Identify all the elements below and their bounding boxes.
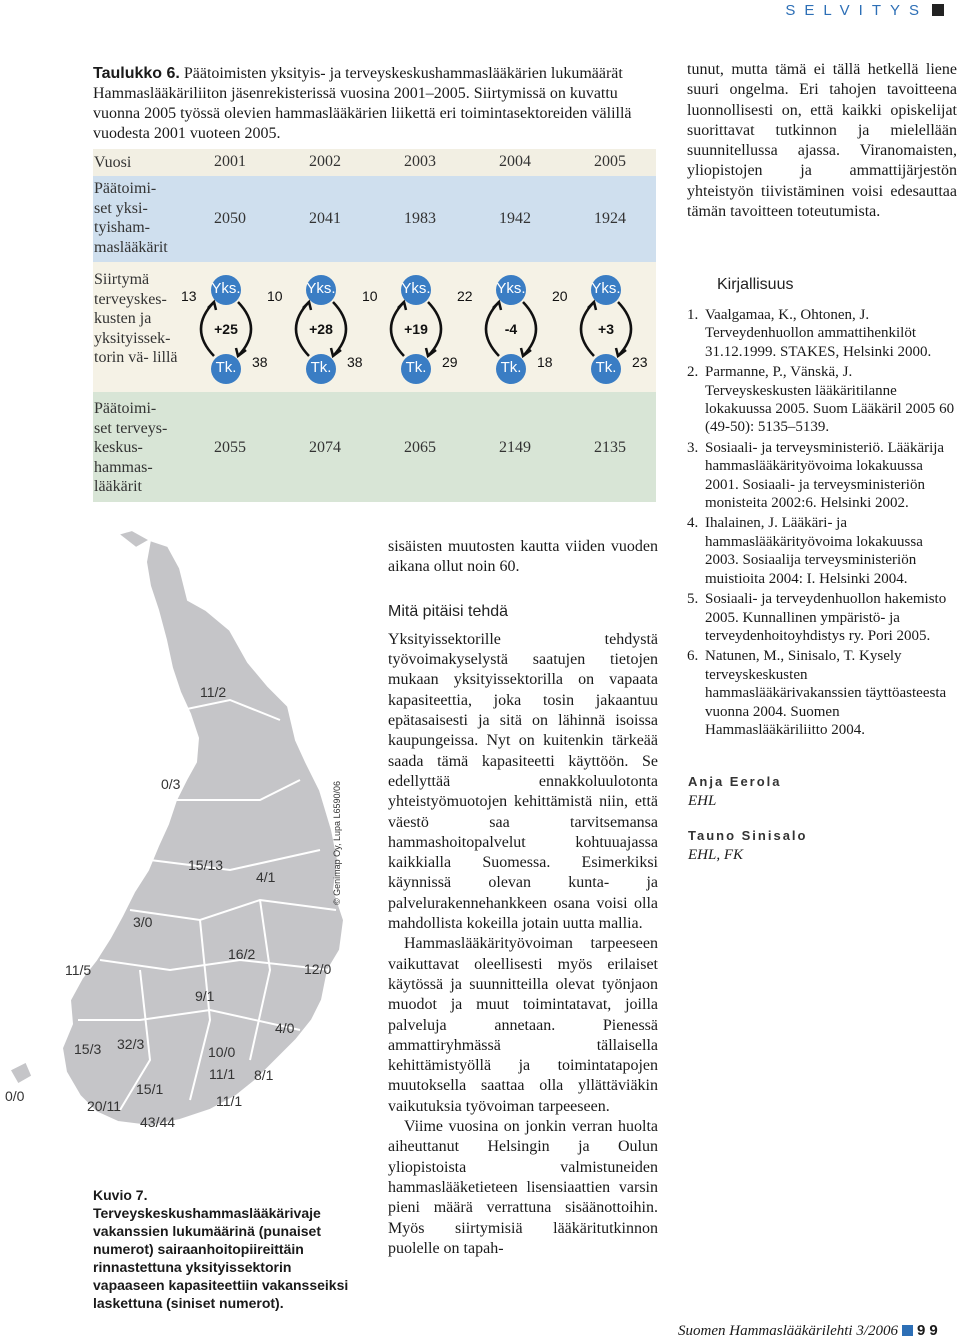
yks-label: Yks. <box>591 280 621 297</box>
table-cell: 2135 <box>594 439 626 456</box>
table-cell: 1942 <box>499 210 531 227</box>
map-label: 0/0 <box>5 1088 25 1104</box>
references-heading: Kirjallisuus <box>717 276 794 293</box>
figure-caption: Kuvio 7. Terveyskeskushammaslääkärivaje vakanssien lukumäärinä (punaiset numerot) sairaanhoitopiireittäin rinnastettuna yksityissektorin vapaaseen kapasiteettiin vakansseiksi laskettuna (siniset numerot). <box>93 1187 349 1311</box>
reference-number: 2. <box>687 364 699 381</box>
section-tag <box>785 2 944 19</box>
table-cell: 2065 <box>404 439 436 456</box>
table-caption-label: Taulukko 6. <box>93 65 180 82</box>
map-label: 0/3 <box>161 776 181 792</box>
square-icon <box>902 1325 913 1336</box>
reference-text: Parmanne, P., Vänskä, J. Terveyskeskusten lääkäritilanne lokakuussa 2005. Suom Lääkäril 2005 60 (49-50): 5135–5139. <box>705 364 955 436</box>
map-label: 11/5 <box>65 962 92 978</box>
tk-label: Tk. <box>310 359 332 376</box>
table-cell: 1983 <box>404 210 436 227</box>
transition-net: +28 <box>309 321 333 337</box>
map-land <box>62 540 344 1126</box>
map-image <box>0 500 370 1150</box>
transition-in: 10 <box>362 288 378 304</box>
transition-net: +25 <box>214 321 238 337</box>
map-label: 16/2 <box>228 946 256 962</box>
section-label: SELVITYS <box>785 2 928 19</box>
paragraph: sisäisten muutosten kautta viiden vuoden aikana ollut noin 60. <box>388 538 658 576</box>
map-label: 12/0 <box>304 961 332 977</box>
table-caption-text: Päätoimisten yksityis- ja terveyskeskushammaslääkärien lukumäärät Hammaslääkäriliiton jäsenrekisterissä vuosina 2001–2005. Siirtymissä on kuvattu vuonna 2005 työssä olevien hammaslääkärien liikettä eri toimintasektoreiden välillä vuodesta 2001 vuoteen 2005. <box>93 65 632 142</box>
transition-flow <box>362 264 478 392</box>
map-label: 11/2 <box>200 684 227 700</box>
references-list <box>687 306 959 741</box>
tk-label: Tk. <box>595 359 617 376</box>
yks-label: Yks. <box>306 280 336 297</box>
map-label: 20/11 <box>87 1098 121 1114</box>
map-label: 10/0 <box>208 1044 236 1060</box>
transition-flow <box>552 264 668 392</box>
reference-text: Vaalgamaa, K., Ohtonen, J. Terveydenhuollon ammattihenkilöt 31.12.1999. STAKES, Helsinki 2000. <box>705 307 932 360</box>
year-header: 2004 <box>499 153 531 170</box>
transition-out: 23 <box>632 354 648 370</box>
transition-in: 22 <box>457 288 473 304</box>
reference-text: Natunen, M., Sinisalo, T. Kysely terveyskeskusten hammaslääkärivakanssien täyttöasteesta vuonna 2004. Suomen Hammaslääkäriliitto 2004. <box>705 648 947 738</box>
map-label: 4/1 <box>256 869 276 885</box>
page-footer <box>678 1322 942 1340</box>
reference-number: 3. <box>687 439 699 456</box>
paragraph: tunut, mutta tämä ei tällä hetkellä liene suuri ongelma. Eri tahojen tavoitteena luonnollisesti on, että kaikki opiskelijat suorittavat tutkinnon ja mielellään suunnitellussa ajassa. Viranomaisten, yliopistojen ja ammattijärjestön yhteistyön tiivistäminen voisi edesauttaa tämän tavoitteen toteutumista. <box>687 61 957 221</box>
journal-name: Suomen Hammaslääkärilehti 3/2006 <box>678 1323 898 1339</box>
col-header-year: Vuosi <box>94 154 132 171</box>
reference-item <box>687 514 959 588</box>
tk-label: Tk. <box>405 359 427 376</box>
paragraph: Hammaslääkärityövoiman tarpeeseen vaikuttavat oleellisesti myös erilaiset käytössä ja suunnitteilla olevat työnjaon muodot ja muut toimintatavat, joilla palveluja annetaan. Pienessä ammattiryhmässä tällaisella kehittämistyöllä ja toimintatapojen muutoksella saattaa olla yllättäviäkin vaikutuksia työvoiman tarpeeseen. <box>388 935 658 1115</box>
square-icon <box>932 4 944 16</box>
map-label: 3/0 <box>133 914 153 930</box>
middle-column <box>388 537 658 1259</box>
author-org: EHL <box>688 793 717 809</box>
map-label: 11/1 <box>216 1093 243 1109</box>
reference-item <box>687 647 959 739</box>
tk-label: Tk. <box>215 359 237 376</box>
map-label: 15/3 <box>74 1041 102 1057</box>
map-label: 15/1 <box>136 1081 164 1097</box>
reference-number: 6. <box>687 648 699 665</box>
author-name: Anja Eerola <box>688 774 782 789</box>
transition-flow <box>267 264 383 392</box>
table-cell: 2074 <box>309 439 341 456</box>
yks-label: Yks. <box>496 280 526 297</box>
transition-out: 29 <box>442 354 458 370</box>
author-name: Tauno Sinisalo <box>688 828 808 843</box>
right-column <box>687 60 957 222</box>
row-label-private: Päätoimi- set yksi- tyisham- maslääkärit <box>94 180 168 256</box>
yks-label: Yks. <box>401 280 431 297</box>
reference-text: Ihalainen, J. Lääkäri- ja hammaslääkärityövoima lokakuussa 2003. Sosiaalija terveysministeriön muistioita 2004: I. Helsinki 2004. <box>705 515 923 587</box>
year-header: 2005 <box>594 153 626 170</box>
table-row-years <box>93 149 656 176</box>
transition-out: 18 <box>537 354 553 370</box>
reference-number: 4. <box>687 515 699 532</box>
reference-number: 1. <box>687 307 699 323</box>
table-cell: 1924 <box>594 210 626 227</box>
transition-net: +3 <box>598 321 614 337</box>
yks-label: Yks. <box>211 280 241 297</box>
map-label: 15/13 <box>188 857 224 873</box>
tk-label: Tk. <box>500 359 522 376</box>
reference-text: Sosiaali- ja terveysministeriö. Lääkärija hammaslääkärityövoima lokakuussa 2001. Sosiaali- ja terveysministeriön monisteita 2002:6. Helsinki 2002. <box>705 439 945 512</box>
paragraph: Yksityissektorille tehdystä työvoimakyselystä saatujen tietojen mukaan yksityissektorilla on vapaata kapasiteettia, joka tosin jakaantuu epätasaisesti ja sitä on lähinnä isoissa kaupungeissa. Nyt on kuitenkin tärkeää saada tämä kapasiteetti käyttöön. Se edellyttää ennakkoluulotonta yhteistyömuotojen kehittämistä niin, että väestö saa tarvitsemansa hammashoitopalvelut kohtuuajassa kaikkialla Suomessa. Esimerkiksi käynnissä olevan kunta- ja palvelurakennehankkeen osana voisi olla mahdollista kokeilla jotain uutta mallia. <box>388 630 658 933</box>
map-aland <box>10 1062 32 1084</box>
transition-net: -4 <box>504 321 518 337</box>
transition-flow <box>457 264 573 392</box>
reference-text: Sosiaali- ja terveydenhuollon hakemisto 2005. Kunnallinen ympäristö- ja terveydenhoitoyhdistys ry. Pori 2005. <box>705 591 947 644</box>
page-number: 99 <box>916 1322 942 1339</box>
transition-flow <box>178 264 288 392</box>
section-heading: Mitä pitäisi tehdä <box>388 602 509 620</box>
table-cell: 2055 <box>214 439 246 456</box>
transition-out: 38 <box>347 354 363 370</box>
map-label: 9/1 <box>195 988 215 1004</box>
table-row-public <box>93 392 656 502</box>
reference-item <box>687 590 959 645</box>
reference-number: 5. <box>687 591 699 608</box>
map-label: 8/1 <box>254 1067 274 1083</box>
reference-item <box>687 363 959 437</box>
row-label-public: Päätoimi- set terveys- keskus- hammas- lääkärit <box>94 400 168 495</box>
table-cell: 2050 <box>214 210 246 227</box>
table-cell: 2041 <box>309 210 341 227</box>
author <box>688 774 782 810</box>
year-header: 2001 <box>214 153 246 170</box>
map-label: 43/44 <box>140 1114 176 1130</box>
map-label: 32/3 <box>117 1036 145 1052</box>
year-header: 2003 <box>404 153 436 170</box>
map-label: 11/1 <box>209 1066 236 1082</box>
map-credit: © Genimap Oy, Lupa L6590/06 <box>332 780 342 905</box>
table-row-private <box>93 176 656 262</box>
transition-out: 38 <box>252 354 268 370</box>
transition-in: 20 <box>552 288 568 304</box>
transition-in: 13 <box>181 288 197 304</box>
map-label: 4/0 <box>275 1020 295 1036</box>
finland-map <box>0 500 370 1150</box>
row-label-transition: Siirtymä terveyskes- kusten ja yksityissek- torin vä- lillä <box>94 271 178 366</box>
author <box>688 828 808 864</box>
author-org: EHL, FK <box>688 847 744 863</box>
transition-in: 10 <box>267 288 283 304</box>
reference-item <box>687 306 959 361</box>
reference-item <box>687 439 959 513</box>
table-caption <box>93 64 655 144</box>
paragraph: Viime vuosina on jonkin verran huolta aiheuttanut Helsingin ja Oulun yliopistoista valmistuneiden hammaslääketieteen lisensiaattien varsin pieni määrä verrattuna sisäänottoihin. Myös siirtymisiä lääkäritutkinnon puolelle on tapah- <box>388 1118 658 1257</box>
transition-net: +19 <box>404 321 428 337</box>
year-header: 2002 <box>309 153 341 170</box>
table-cell: 2149 <box>499 439 531 456</box>
